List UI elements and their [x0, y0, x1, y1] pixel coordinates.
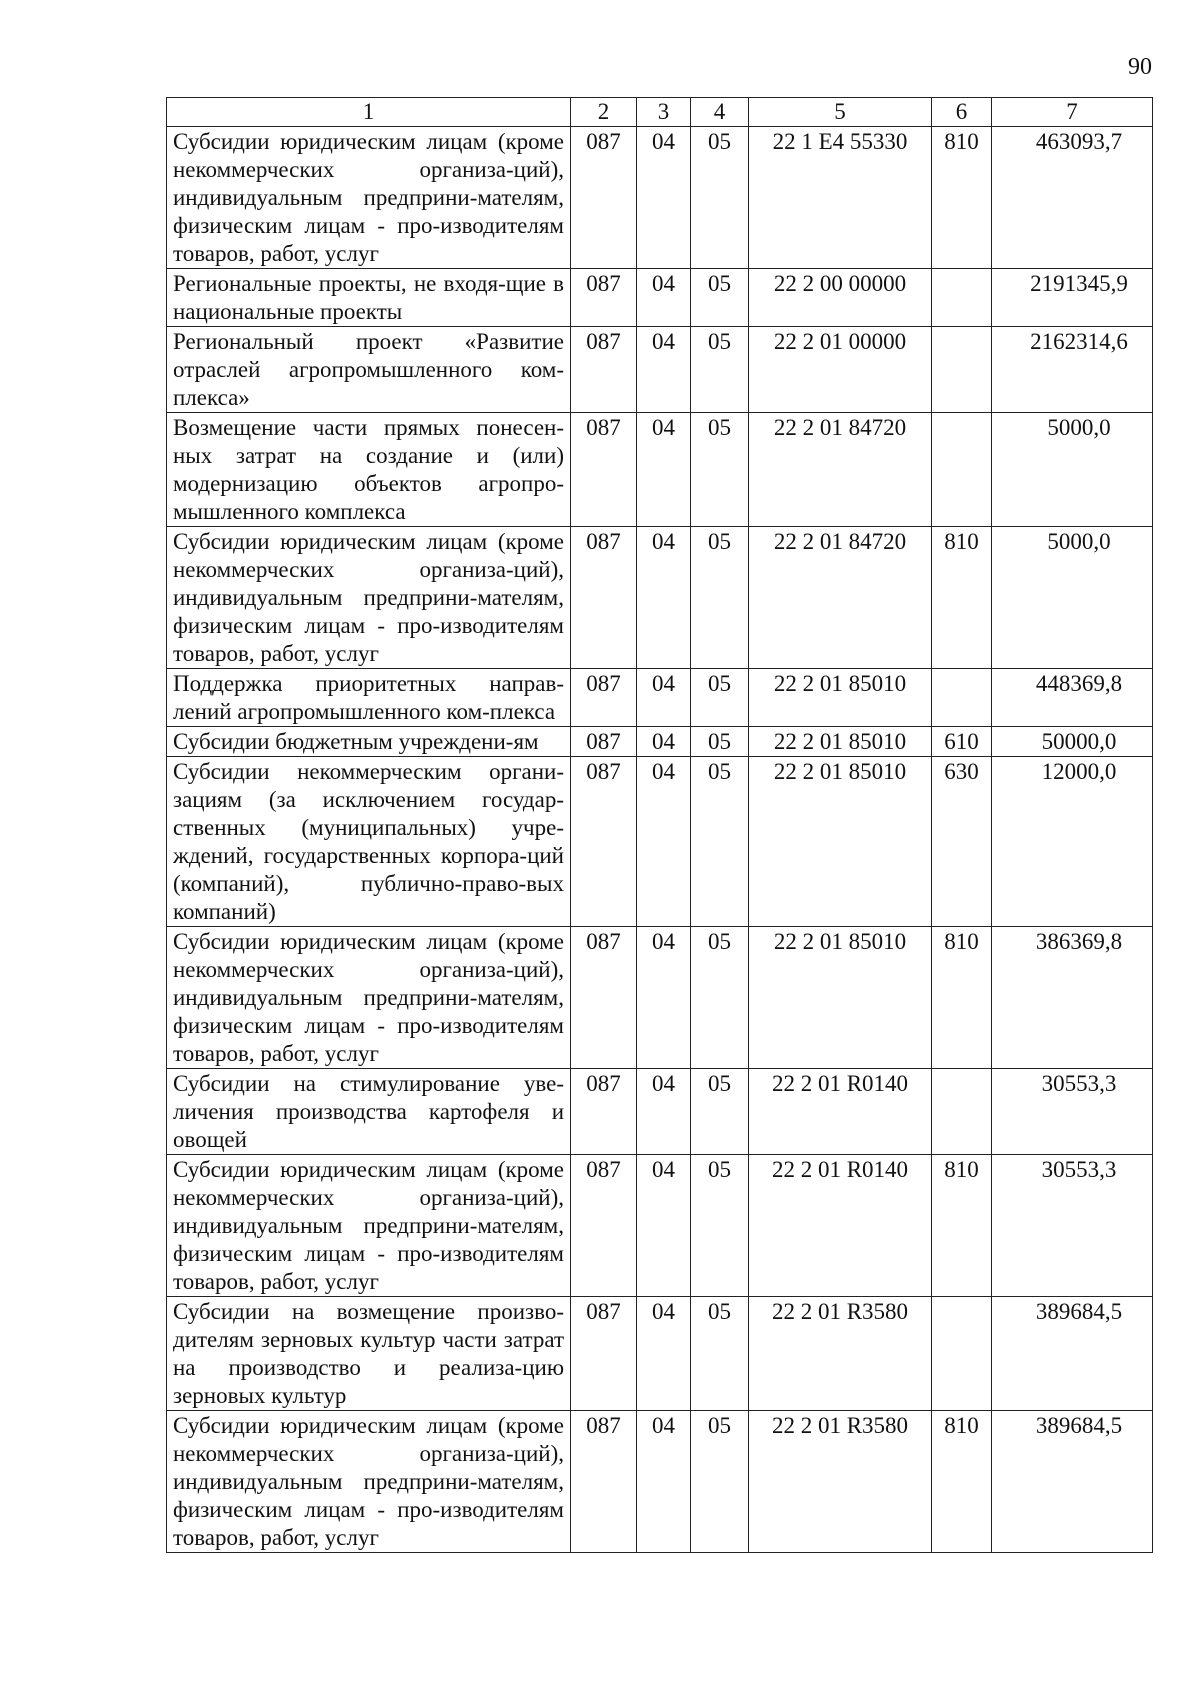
- expense-name-cell: Поддержка приоритетных направ-лений агропромышленного ком-плекса: [167, 669, 571, 727]
- subsection-code-cell: 05: [691, 757, 749, 927]
- ministry-code-cell: 087: [571, 327, 637, 413]
- subsection-code-cell: 05: [691, 127, 749, 269]
- expense-name-cell: Субсидии на возмещение произво-дителям зерновых культур части затрат на производство и реализа-цию зерновых культур: [167, 1297, 571, 1411]
- table-row: [167, 669, 1153, 727]
- expense-type-cell: [932, 1297, 992, 1411]
- ministry-code-cell: 087: [571, 927, 637, 1069]
- target-article-cell: 22 2 01 85010: [749, 757, 932, 927]
- amount-cell: 448369,8: [992, 669, 1153, 727]
- amount-cell: 389684,5: [992, 1297, 1153, 1411]
- section-code-cell: 04: [637, 1155, 691, 1297]
- amount-cell: 2191345,9: [992, 269, 1153, 327]
- section-code-cell: 04: [637, 727, 691, 757]
- expense-name-cell: Субсидии на стимулирование уве-личения производства картофеля и овощей: [167, 1069, 571, 1155]
- subsection-code-cell: 05: [691, 669, 749, 727]
- target-article-cell: 22 2 01 R3580: [749, 1297, 932, 1411]
- target-article-cell: 22 2 01 R3580: [749, 1411, 932, 1553]
- expense-name-cell: Субсидии юридическим лицам (кроме некоммерческих организа-ций), индивидуальным предприни-мателям, физическим лицам - про-изводителям товаров, работ, услуг: [167, 1411, 571, 1553]
- amount-cell: 2162314,6: [992, 327, 1153, 413]
- subsection-code-cell: 05: [691, 327, 749, 413]
- target-article-cell: 22 2 01 85010: [749, 669, 932, 727]
- expense-type-cell: [932, 413, 992, 527]
- expense-name-cell: Субсидии некоммерческим органи-зациям (за исключением государ-ственных (муниципальных) учре-ждений, государственных корпора-ций (компаний), публично-право-вых компаний): [167, 757, 571, 927]
- subsection-code-cell: 05: [691, 727, 749, 757]
- expense-type-cell: 810: [932, 527, 992, 669]
- expense-name-cell: Субсидии юридическим лицам (кроме некоммерческих организа-ций), индивидуальным предприни-мателям, физическим лицам - про-изводителям товаров, работ, услуг: [167, 527, 571, 669]
- section-code-cell: 04: [637, 127, 691, 269]
- column-header: 5: [749, 98, 932, 127]
- amount-cell: 30553,3: [992, 1155, 1153, 1297]
- subsection-code-cell: 05: [691, 1155, 749, 1297]
- target-article-cell: 22 2 01 R0140: [749, 1069, 932, 1155]
- table-row: [167, 1155, 1153, 1297]
- subsection-code-cell: 05: [691, 1297, 749, 1411]
- expense-type-cell: [932, 1069, 992, 1155]
- target-article-cell: 22 2 01 85010: [749, 727, 932, 757]
- expense-type-cell: [932, 669, 992, 727]
- expense-name-cell: Возмещение части прямых понесен-ных затрат на создание и (или) модернизацию объектов агропро-мышленного комплекса: [167, 413, 571, 527]
- subsection-code-cell: 05: [691, 927, 749, 1069]
- section-code-cell: 04: [637, 1297, 691, 1411]
- header-row: [167, 98, 1153, 127]
- ministry-code-cell: 087: [571, 413, 637, 527]
- expense-type-cell: 610: [932, 727, 992, 757]
- amount-cell: 463093,7: [992, 127, 1153, 269]
- ministry-code-cell: 087: [571, 527, 637, 669]
- expense-name-cell: Региональный проект «Развитие отраслей агропромышленного ком-плекса»: [167, 327, 571, 413]
- amount-cell: 389684,5: [992, 1411, 1153, 1553]
- table-row: [167, 727, 1153, 757]
- subsection-code-cell: 05: [691, 269, 749, 327]
- expense-type-cell: 630: [932, 757, 992, 927]
- table-row: [167, 127, 1153, 269]
- amount-cell: 12000,0: [992, 757, 1153, 927]
- table-row: [167, 527, 1153, 669]
- section-code-cell: 04: [637, 927, 691, 1069]
- table-row: [167, 1297, 1153, 1411]
- column-header: 7: [992, 98, 1153, 127]
- ministry-code-cell: 087: [571, 269, 637, 327]
- ministry-code-cell: 087: [571, 127, 637, 269]
- column-header: 6: [932, 98, 992, 127]
- amount-cell: 5000,0: [992, 527, 1153, 669]
- section-code-cell: 04: [637, 669, 691, 727]
- expense-type-cell: 810: [932, 1155, 992, 1297]
- subsection-code-cell: 05: [691, 413, 749, 527]
- table-row: [167, 413, 1153, 527]
- column-header: 1: [167, 98, 571, 127]
- table-row: [167, 1069, 1153, 1155]
- target-article-cell: 22 2 01 84720: [749, 527, 932, 669]
- target-article-cell: 22 2 01 84720: [749, 413, 932, 527]
- section-code-cell: 04: [637, 757, 691, 927]
- ministry-code-cell: 087: [571, 727, 637, 757]
- ministry-code-cell: 087: [571, 757, 637, 927]
- target-article-cell: 22 2 01 00000: [749, 327, 932, 413]
- subsection-code-cell: 05: [691, 1069, 749, 1155]
- amount-cell: 386369,8: [992, 927, 1153, 1069]
- table-row: [167, 269, 1153, 327]
- ministry-code-cell: 087: [571, 1297, 637, 1411]
- ministry-code-cell: 087: [571, 1411, 637, 1553]
- section-code-cell: 04: [637, 327, 691, 413]
- expense-type-cell: 810: [932, 927, 992, 1069]
- expense-type-cell: 810: [932, 127, 992, 269]
- target-article-cell: 22 2 00 00000: [749, 269, 932, 327]
- amount-cell: 30553,3: [992, 1069, 1153, 1155]
- expense-name-cell: Субсидии юридическим лицам (кроме некоммерческих организа-ций), индивидуальным предприни-мателям, физическим лицам - про-изводителям товаров, работ, услуг: [167, 927, 571, 1069]
- column-header: 3: [637, 98, 691, 127]
- expense-type-cell: [932, 269, 992, 327]
- table-row: [167, 327, 1153, 413]
- section-code-cell: 04: [637, 1069, 691, 1155]
- table-row: [167, 757, 1153, 927]
- table-row: [167, 1411, 1153, 1553]
- subsection-code-cell: 05: [691, 527, 749, 669]
- ministry-code-cell: 087: [571, 669, 637, 727]
- expense-type-cell: 810: [932, 1411, 992, 1553]
- target-article-cell: 22 1 Е4 55330: [749, 127, 932, 269]
- table-row: [167, 927, 1153, 1069]
- column-header: 4: [691, 98, 749, 127]
- section-code-cell: 04: [637, 269, 691, 327]
- ministry-code-cell: 087: [571, 1069, 637, 1155]
- expense-name-cell: Субсидии бюджетным учреждени-ям: [167, 727, 571, 757]
- budget-table: [166, 97, 1153, 1553]
- amount-cell: 50000,0: [992, 727, 1153, 757]
- target-article-cell: 22 2 01 85010: [749, 927, 932, 1069]
- section-code-cell: 04: [637, 1411, 691, 1553]
- expense-name-cell: Субсидии юридическим лицам (кроме некоммерческих организа-ций), индивидуальным предприни-мателям, физическим лицам - про-изводителям товаров, работ, услуг: [167, 127, 571, 269]
- column-header: 2: [571, 98, 637, 127]
- amount-cell: 5000,0: [992, 413, 1153, 527]
- expense-type-cell: [932, 327, 992, 413]
- target-article-cell: 22 2 01 R0140: [749, 1155, 932, 1297]
- section-code-cell: 04: [637, 413, 691, 527]
- subsection-code-cell: 05: [691, 1411, 749, 1553]
- page-number: 90: [1128, 54, 1152, 80]
- section-code-cell: 04: [637, 527, 691, 669]
- expense-name-cell: Региональные проекты, не входя-щие в национальные проекты: [167, 269, 571, 327]
- ministry-code-cell: 087: [571, 1155, 637, 1297]
- expense-name-cell: Субсидии юридическим лицам (кроме некоммерческих организа-ций), индивидуальным предприни-мателям, физическим лицам - про-изводителям товаров, работ, услуг: [167, 1155, 571, 1297]
